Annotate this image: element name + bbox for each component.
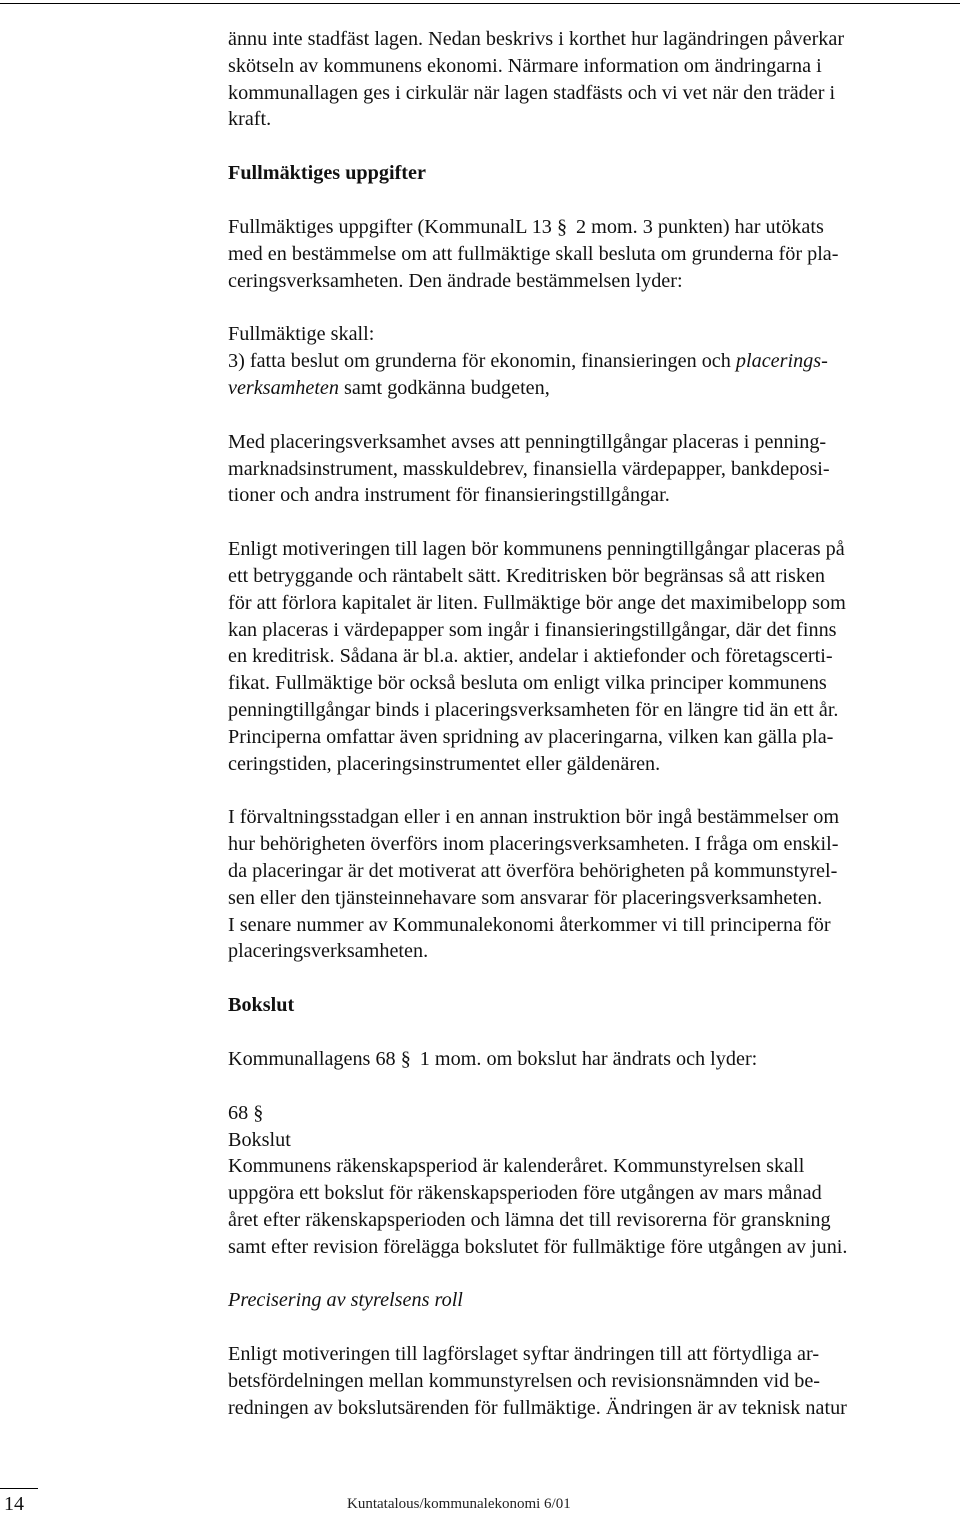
text-line: året efter räkenskapsperioden och lämna det till revisorerna för granskning — [228, 1208, 831, 1231]
section2-paragraph-1 — [228, 1046, 958, 1073]
text-line: Bokslut — [228, 1128, 291, 1151]
text-line: ett betryggande och räntabelt sätt. Kreditrisken bör begränsas så att risken — [228, 564, 826, 587]
text-line: fikat. Fullmäktige bör också besluta om enligt vilka principer kommunens — [228, 672, 827, 695]
page-number: 14 — [4, 1493, 24, 1515]
section1-paragraph-4 — [228, 804, 958, 965]
text-line: skötseln av kommunens ekonomi. Närmare information om ändringarna i — [228, 54, 822, 77]
text-line: 68 § — [228, 1100, 958, 1127]
text-line: sen eller den tjänsteinnehavare som ansvarar för placeringsverksamheten. — [228, 886, 823, 909]
text-line: da placeringar är det motiverat att överföra behörigheten på kommunstyrel- — [228, 859, 838, 882]
law-quote — [228, 321, 958, 401]
top-rule — [0, 3, 960, 4]
footer-rule — [0, 1488, 38, 1489]
text-line: ceringstiden, placeringsinstrumentet eller gäldenären. — [228, 752, 661, 775]
text-line: samt efter revision förelägga bokslutet för fullmäktige före utgången av juni. — [228, 1235, 848, 1258]
section-sign-icon: § — [253, 1101, 264, 1124]
text-line: kan placeras i värdepapper som ingår i finansieringstillgångar, där det finns — [228, 618, 837, 641]
section-sign-icon: § — [556, 215, 568, 238]
section2-paragraph-2 — [228, 1341, 958, 1421]
text-line: hur behörigheten överförs inom placeringsverksamheten. I fråga om enskil- — [228, 833, 839, 856]
text-line: för att förlora kapitalet är liten. Fullmäktige bör ange det maximibelopp som — [228, 591, 846, 614]
text-line: Enligt motiveringen till lagförslaget syftar ändringen till att förtydliga ar- — [228, 1343, 820, 1366]
text-line: penningtillgångar binds i placeringsverksamheten för en längre tid än ett år. — [228, 698, 839, 721]
intro-paragraph — [228, 26, 958, 133]
publication-name: Kuntatalous/kommunalekonomi 6/01 — [347, 1496, 571, 1512]
page-content — [228, 26, 958, 1422]
section1-paragraph-1 — [228, 214, 958, 294]
text-line: kommunallagen ges i cirkulär när lagen stadfästs och vi vet när den träder i — [228, 81, 836, 104]
text-line: I senare nummer av Kommunalekonomi återkommer vi till principerna för — [228, 913, 831, 936]
text-line: tioner och andra instrument för finansieringstillgångar. — [228, 484, 670, 507]
text-line: Fullmäktige skall: — [228, 323, 375, 346]
text-line: marknadsinstrument, masskuldebrev, finansiella värdepapper, bankdeposi- — [228, 457, 830, 480]
text-line: Enligt motiveringen till lagen bör kommunens penningtillgångar placeras på — [228, 538, 845, 561]
law-text-68 — [228, 1100, 958, 1261]
text-line: betsfördelningen mellan kommunstyrelsen och revisionsnämnden vid be- — [228, 1370, 821, 1393]
text-line: placeringsverksamheten. — [228, 940, 429, 963]
text-line: ännu inte stadfäst lagen. Nedan beskrivs i korthet hur lagändringen påverkar — [228, 28, 845, 50]
text-line: Fullmäktiges uppgifter (KommunalL 13 § 2 mom. 3 punkten) har utökats — [228, 214, 958, 241]
text-line: uppgöra ett bokslut för räkenskapsperioden före utgången av mars månad — [228, 1182, 822, 1205]
text-line: redningen av bokslutsärenden för fullmäktige. Ändringen är av teknisk natur — [228, 1396, 847, 1419]
section1-paragraph-3 — [228, 536, 958, 777]
text-line: Kommunallagens 68 § 1 mom. om bokslut har ändrats och lyder: — [228, 1046, 958, 1073]
section-sign-icon: § — [400, 1047, 411, 1070]
text-line: ceringsverksamheten. Den ändrade bestämmelsen lyder: — [228, 269, 683, 292]
text-line: en kreditrisk. Sådana är bl.a. aktier, andelar i aktiefonder och företagscerti- — [228, 645, 833, 668]
subheading-precisering: Precisering av styrelsens roll — [228, 1289, 463, 1312]
section1-paragraph-2 — [228, 429, 958, 509]
text-line: 3) fatta beslut om grunderna för ekonomin, finansieringen och placerings- — [228, 350, 828, 373]
text-line: I förvaltningsstadgan eller i en annan instruktion bör ingå bestämmelser om — [228, 806, 840, 829]
text-line: med en bestämmelse om att fullmäktige skall besluta om grunderna för pla- — [228, 242, 839, 265]
text-line: verksamheten samt godkänna budgeten, — [228, 376, 550, 399]
section-heading-bokslut: Bokslut — [228, 994, 295, 1017]
text-line: Med placeringsverksamhet avses att penningtillgångar placeras i penning- — [228, 430, 827, 453]
text-line: Principerna omfattar även spridning av placeringarna, vilken kan gälla pla- — [228, 725, 834, 748]
section-heading-fullmaktige: Fullmäktiges uppgifter — [228, 162, 426, 185]
text-line: Kommunens räkenskapsperiod är kalenderåret. Kommunstyrelsen skall — [228, 1155, 805, 1178]
text-line: kraft. — [228, 108, 272, 131]
